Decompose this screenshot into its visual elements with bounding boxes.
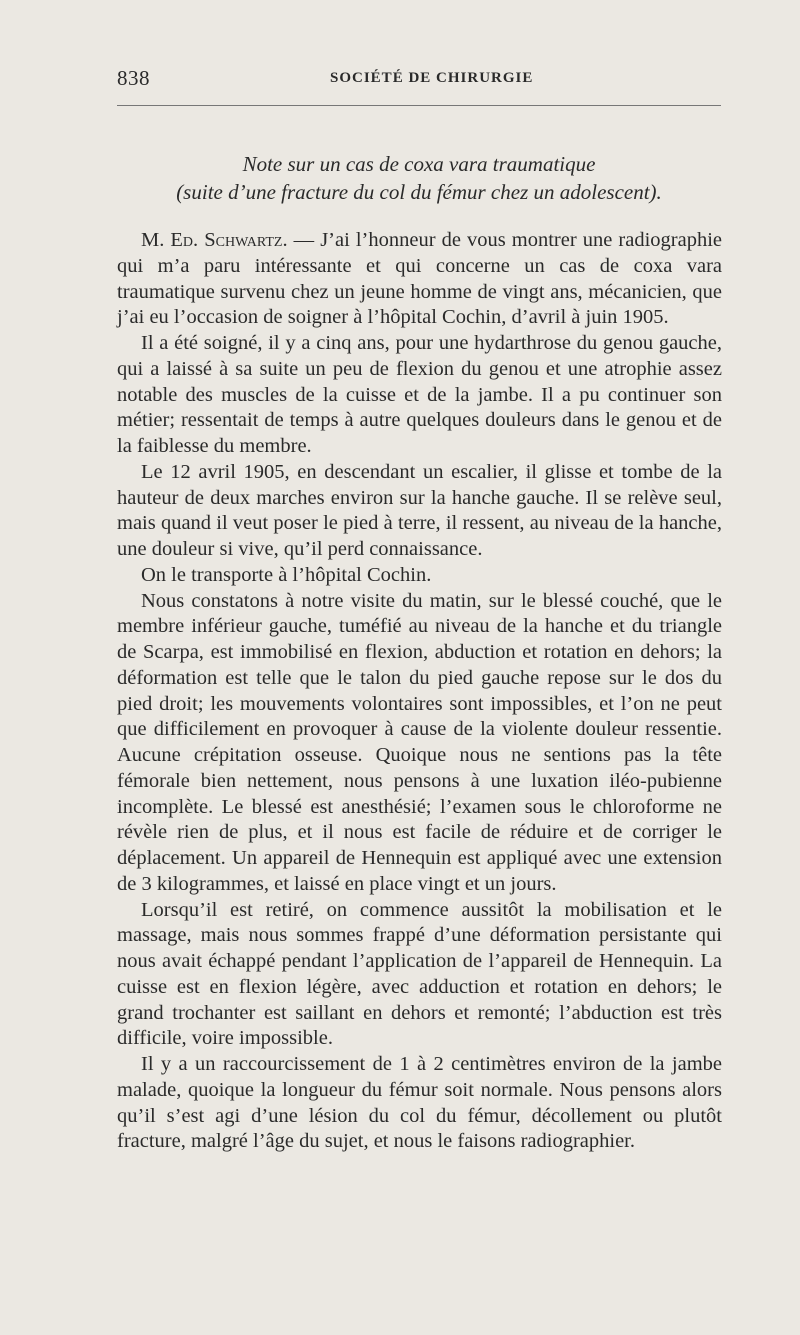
author-name: M. Ed. Schwartz. — [141, 229, 288, 251]
running-title: SOCIÉTÉ DE CHIRURGIE — [330, 70, 534, 86]
paragraph-4: On le transporte à l’hôpital Cochin. — [141, 563, 432, 586]
paragraph-7: Il y a un raccourcissement de 1 à 2 centimètres environ de la jambe malade, quoique la longueur du fémur soit normale. Nous pensons alors qu’il s’est agi d’une lésion du col du fémur, décollement ou plutôt fracture, malgré l’âge du sujet, et nous le faisons radiographier. — [117, 1053, 722, 1153]
article-body — [117, 228, 722, 1155]
paragraph-3: Le 12 avril 1905, en descendant un escalier, il glisse et tombe de la hauteur de deux marches environ sur la hanche gauche. Il se relève seul, mais quand il veut poser le pied à terre, il ressent, au niveau de la hanche, une douleur si vive, qu’il perd connaissance. — [117, 460, 722, 560]
paragraph-1 — [117, 228, 722, 331]
page-number: 838 — [117, 66, 150, 90]
page-header — [117, 66, 721, 96]
paragraph-6: Lorsqu’il est retiré, on commence aussitôt la mobilisation et le massage, mais nous sommes frappé d’une déformation persistante qui nous avait échappé pendant l’application de l’appareil de Hennequin. La cuisse est en flexion légère, avec adduction et rotation en dehors; le grand trochanter est saillant en dehors et remonté; l’abduction est très difficile, voire impossible. — [117, 898, 722, 1050]
header-rule — [117, 105, 721, 106]
paragraph-5: Nous constatons à notre visite du matin, sur le blessé couché, que le membre inférieur gauche, tuméfié au niveau de la hanche et du triangle de Scarpa, est immobilisé en flexion, abduction et rotation en dehors; la déformation est telle que le talon du pied gauche repose sur le dos du pied droit; les mouvements volontaires sont impossibles, et l’on ne peut que difficilement en provoquer à cause de la violente douleur ressentie. Aucune crépitation osseuse. Quoique nous ne sentions pas la tête fémorale bien nettement, nous pensons à une luxation iléo-pubienne incomplète. Le blessé est anesthésié; l’examen sous le chloroforme ne révèle rien de plus, et il nous est facile de réduire et de corriger le déplacement. Un appareil de Hennequin est appliqué avec une extension de 3 kilogrammes, et laissé en place vingt et un jours. — [117, 589, 722, 895]
title-line-2: (suite d’une fracture du col du fémur chez un adolescent). — [176, 180, 662, 204]
title-line-1: Note sur un cas de coxa vara traumatique — [242, 152, 596, 176]
article-title — [117, 150, 721, 206]
paragraph-1-text: — J’ai l’honneur de vous montrer une radiographie qui m’a paru intéressante et qui concerne un cas de coxa vara traumatique survenu chez un jeune homme de vingt ans, mécanicien, que j’ai eu l’occasion de soigner à l’hôpital Cochin, d’avril à juin 1905. — [117, 229, 722, 329]
paragraph-2: Il a été soigné, il y a cinq ans, pour une hydarthrose du genou gauche, qui a laissé à sa suite un peu de flexion du genou et une atrophie assez notable des muscles de la cuisse et de la jambe. Il a pu continuer son métier; ressentait de temps à autre quelques douleurs dans le genou et de la faiblesse du membre. — [117, 332, 722, 457]
